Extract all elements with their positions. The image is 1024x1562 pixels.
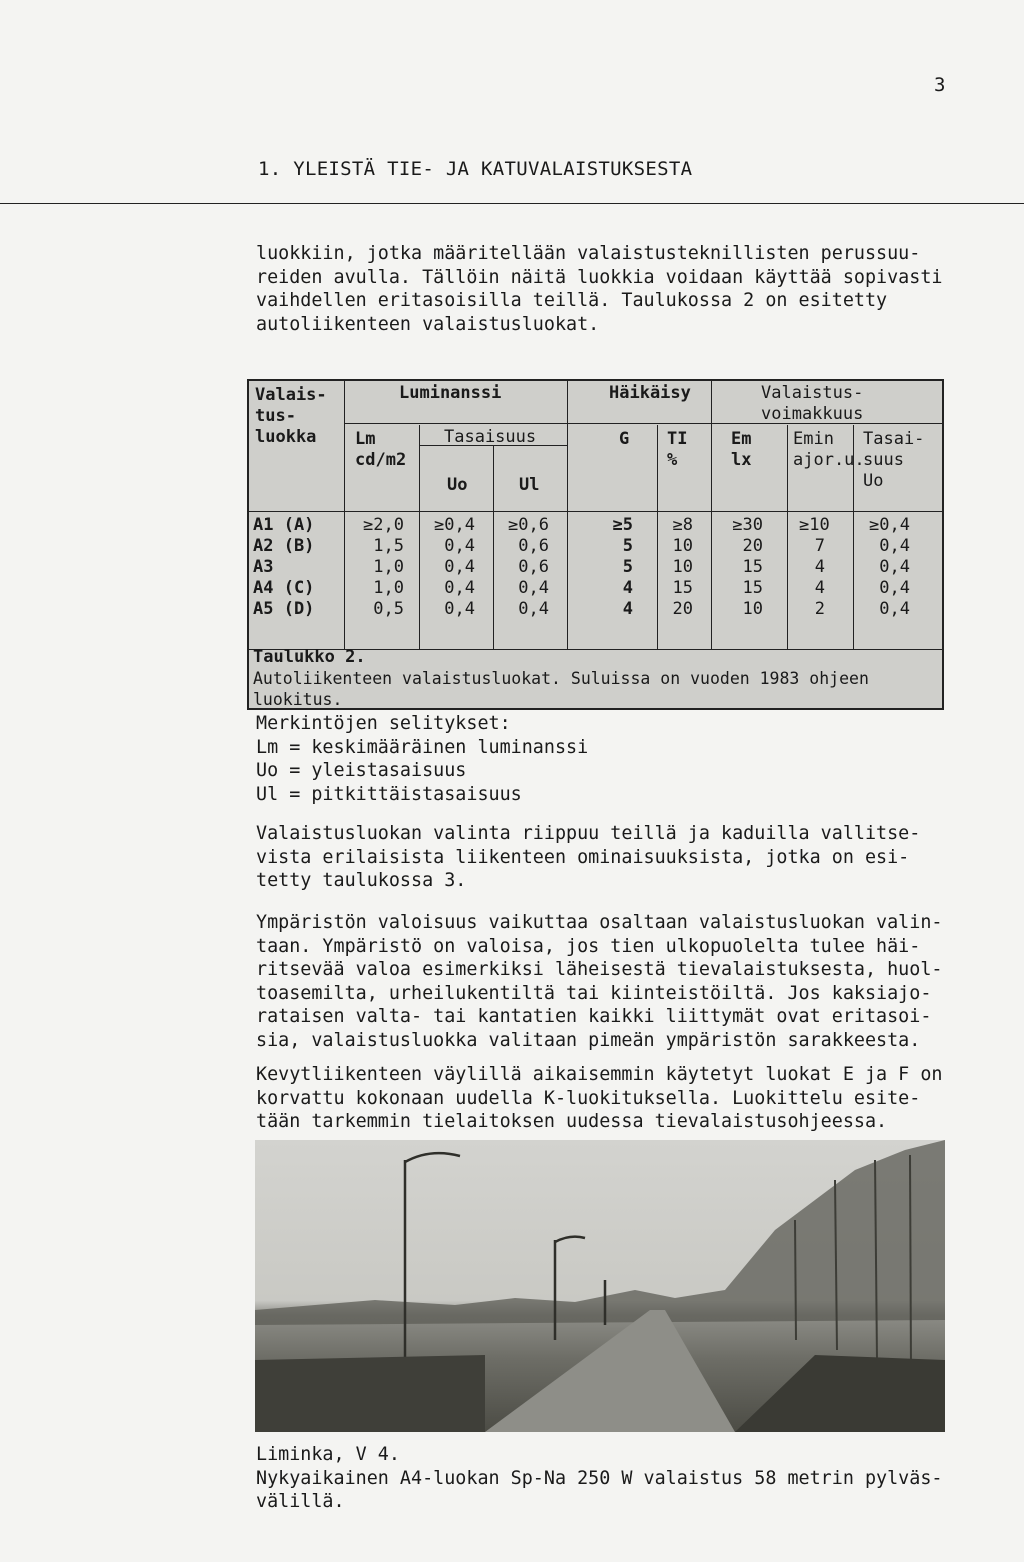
column-uo: ≥0,4 0,4 0,4 0,4 0,4 bbox=[434, 515, 475, 619]
section-heading: 1. YLEISTÄ TIE- JA KATUVALAISTUKSESTA bbox=[258, 158, 693, 180]
header-ti: TI % bbox=[667, 429, 688, 470]
header-luminance: Luminanssi bbox=[399, 383, 502, 403]
road-photo-illustration bbox=[255, 1140, 945, 1432]
header-glare: Häikäisy bbox=[609, 383, 691, 403]
column-emin: ≥10 7 4 4 2 bbox=[799, 515, 830, 619]
header-em: Em lx bbox=[731, 429, 752, 470]
table-caption-title: Taulukko 2. bbox=[253, 647, 366, 667]
paragraph-2: Ympäristön valoisuus vaikuttaa osaltaan valaistusluokan valin- taan. Ympäristö on valoisa, jos tien ulkopuolelta tulee häi- ritsevää valoa esimerkiksi läheisestä tievalaistuksesta, huol- toasemilta, urheilukentiltä tai kiinteistöiltä. Jos kaksiajo- rataisen valta- tai kantatien kaikki liittymät ovat eritasoi- sia, valaistusluokka valitaan pimeän ympäristön sarakkeesta. bbox=[256, 912, 943, 1051]
lighting-class-table bbox=[247, 379, 944, 710]
road-lighting-photo bbox=[255, 1140, 945, 1432]
column-ti: ≥8 10 10 15 20 bbox=[672, 515, 693, 619]
header-uniformity: Tasaisuus bbox=[444, 427, 537, 447]
header-g: G bbox=[619, 429, 630, 449]
header-rule bbox=[0, 203, 1024, 204]
page-number: 3 bbox=[934, 74, 946, 96]
header-uo: Uo bbox=[447, 475, 468, 495]
header-emin: Emin ajor.u. bbox=[793, 429, 865, 470]
column-lm: ≥2,0 1,5 1,0 1,0 0,5 bbox=[363, 515, 404, 619]
table-caption-text: Autoliikenteen valaistusluokat. Suluissa on vuoden 1983 ohjeen luokitus. bbox=[253, 669, 869, 709]
column-ul: ≥0,6 0,6 0,6 0,4 0,4 bbox=[508, 515, 549, 619]
header-class: Valais- tus- luokka bbox=[255, 385, 327, 447]
paragraph-1: Valaistusluokan valinta riippuu teillä ja kaduilla vallitse- vista erilaisista liikenteen ominaisuuksista, jotka on esi- tetty taulukossa 3. bbox=[256, 823, 921, 891]
column-uo-2: ≥0,4 0,4 0,4 0,4 0,4 bbox=[869, 515, 910, 619]
header-uniformity-2: Tasai- suus Uo bbox=[863, 429, 925, 491]
legend: Merkintöjen selitykset: Lm = keskimääräinen luminanssi Uo = yleistasaisuus Ul = pitkittäistasaisuus bbox=[256, 713, 589, 805]
header-illuminance: Valaistus- voimakkuus bbox=[761, 383, 864, 424]
column-g: ≥5 5 5 4 4 bbox=[612, 515, 633, 619]
photo-caption: Liminka, V 4. Nykyaikainen A4-luokan Sp-Na 250 W valaistus 58 metrin pylväs- välillä. bbox=[256, 1444, 943, 1512]
header-lm: Lm cd/m2 bbox=[355, 429, 407, 470]
column-em: ≥30 20 15 15 10 bbox=[732, 515, 763, 619]
intro-paragraph: luokkiin, jotka määritellään valaistusteknillisten perussuu- reiden avulla. Tällöin näitä luokkia voidaan käyttää sopivasti vaihdellen eritasoisilla teillä. Taulukossa 2 on esitetty autoliikenteen valaistusluokat. bbox=[256, 243, 943, 335]
paragraph-3: Kevytliikenteen väylillä aikaisemmin käytetyt luokat E ja F on korvattu kokonaan uudella K-luokituksella. Luokittelu esite- tään tarkemmin tielaitoksen uudessa tievalaistusohjeessa. bbox=[256, 1064, 943, 1132]
header-ul: Ul bbox=[519, 475, 540, 495]
column-class: A1 (A) A2 (B) A3 A4 (C) A5 (D) bbox=[253, 515, 315, 619]
